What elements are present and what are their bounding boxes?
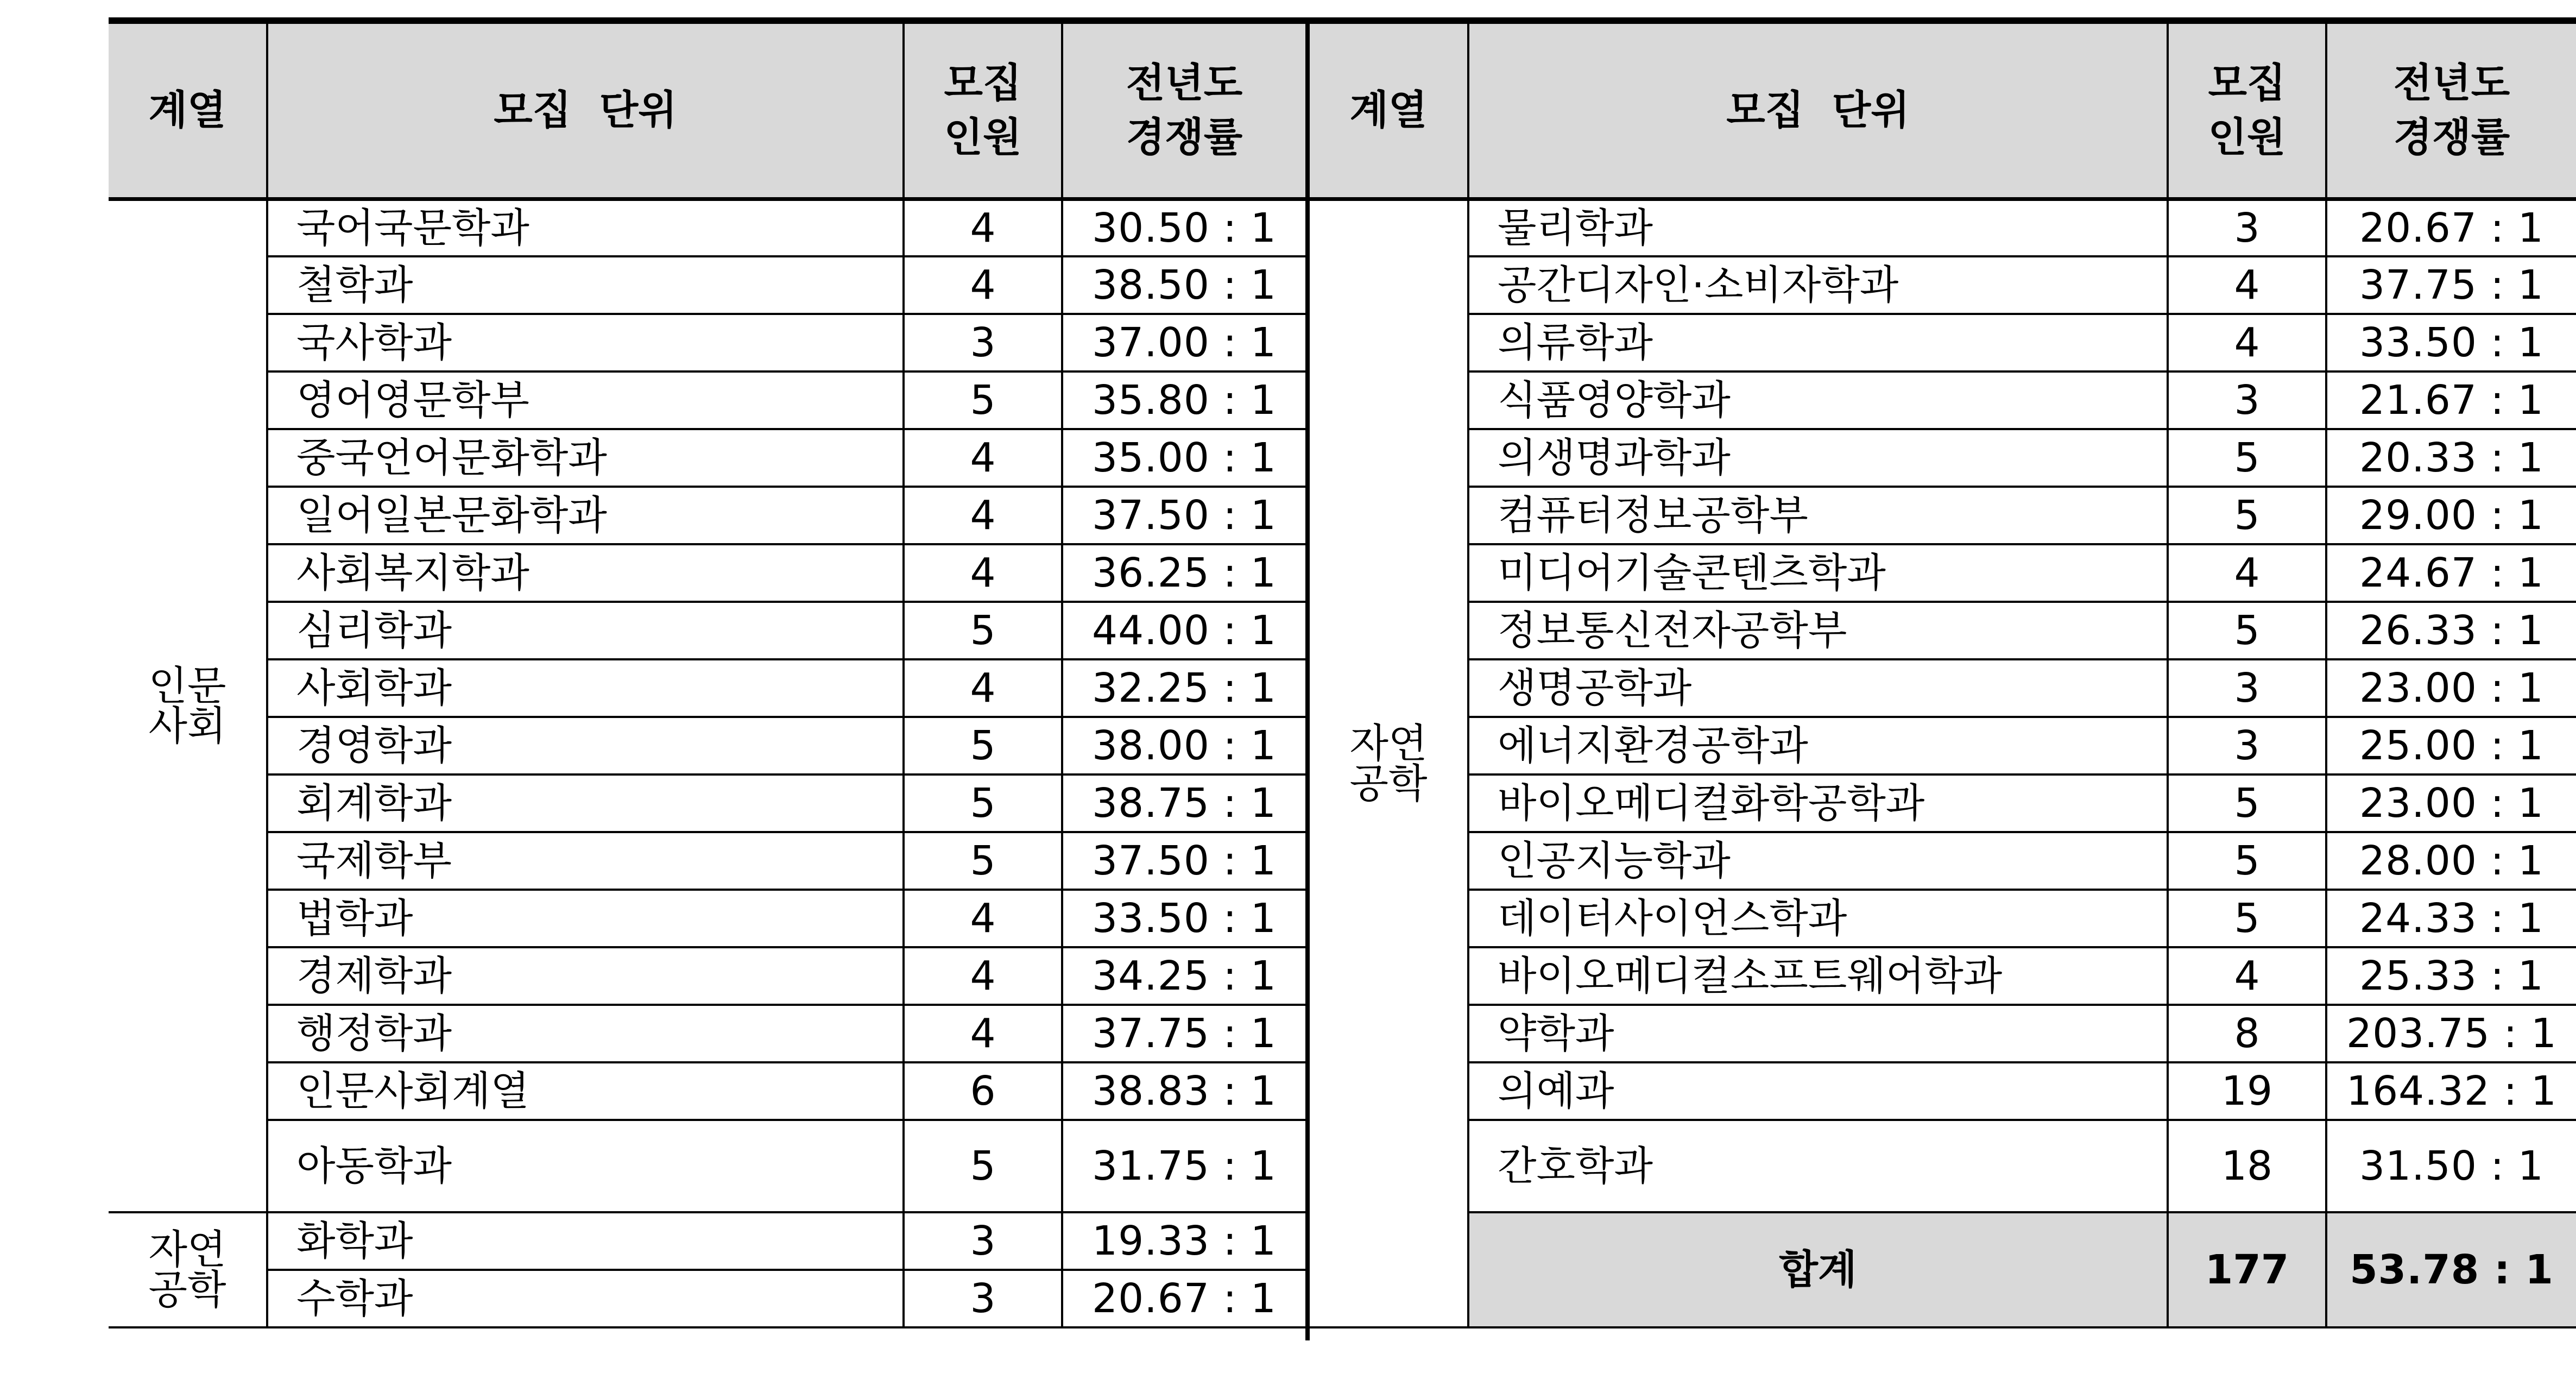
unit-cell: 데이터사이언스학과 xyxy=(1468,890,2168,947)
unit-cell: 국어국문학과 xyxy=(267,199,904,256)
left-admission-table xyxy=(109,17,1305,1328)
table-row xyxy=(109,1120,1305,1212)
unit-cell: 영어영문학부 xyxy=(267,371,904,429)
rate-cell: 203.75 : 1 xyxy=(2326,1005,2576,1062)
quota-cell: 5 xyxy=(2168,890,2326,947)
unit-cell: 식품영양학과 xyxy=(1468,371,2168,429)
quota-cell: 5 xyxy=(904,602,1062,659)
rate-cell: 24.67 : 1 xyxy=(2326,544,2576,602)
unit-cell: 행정학과 xyxy=(267,1005,904,1062)
unit-cell: 철학과 xyxy=(267,256,904,314)
group-cell-science: 자연 공학 xyxy=(1310,199,1468,1327)
unit-cell: 간호학과 xyxy=(1468,1120,2168,1212)
rate-cell: 21.67 : 1 xyxy=(2326,371,2576,429)
rate-cell: 23.00 : 1 xyxy=(2326,774,2576,832)
header-unit: 모집 단위 xyxy=(267,21,904,199)
quota-cell: 3 xyxy=(2168,199,2326,256)
table-row xyxy=(1310,947,2576,1005)
unit-cell: 경영학과 xyxy=(267,717,904,774)
quota-cell: 5 xyxy=(904,774,1062,832)
table-row xyxy=(1310,544,2576,602)
quota-cell: 3 xyxy=(2168,717,2326,774)
rate-cell: 36.25 : 1 xyxy=(1062,544,1305,602)
quota-cell: 5 xyxy=(2168,487,2326,544)
unit-cell: 국제학부 xyxy=(267,832,904,890)
quota-cell: 19 xyxy=(2168,1062,2326,1120)
table-row xyxy=(109,1270,1305,1327)
quota-cell: 4 xyxy=(904,659,1062,717)
unit-cell: 컴퓨터정보공학부 xyxy=(1468,487,2168,544)
rate-cell: 33.50 : 1 xyxy=(1062,890,1305,947)
quota-cell: 5 xyxy=(904,717,1062,774)
table-row xyxy=(1310,1005,2576,1062)
table-row xyxy=(109,602,1305,659)
unit-cell: 경제학과 xyxy=(267,947,904,1005)
table-row xyxy=(1310,774,2576,832)
table-row xyxy=(109,429,1305,487)
rate-cell: 35.00 : 1 xyxy=(1062,429,1305,487)
quota-cell: 5 xyxy=(904,371,1062,429)
quota-cell: 3 xyxy=(2168,371,2326,429)
quota-cell: 8 xyxy=(2168,1005,2326,1062)
quota-cell: 4 xyxy=(904,256,1062,314)
quota-cell: 5 xyxy=(904,1120,1062,1212)
rate-cell: 32.25 : 1 xyxy=(1062,659,1305,717)
rate-cell: 26.33 : 1 xyxy=(2326,602,2576,659)
rate-cell: 31.50 : 1 xyxy=(2326,1120,2576,1212)
unit-cell: 수학과 xyxy=(267,1270,904,1327)
table-row xyxy=(1310,314,2576,371)
quota-cell: 4 xyxy=(904,199,1062,256)
table-row xyxy=(1310,371,2576,429)
rate-cell: 31.75 : 1 xyxy=(1062,1120,1305,1212)
unit-cell: 사회학과 xyxy=(267,659,904,717)
rate-cell: 38.00 : 1 xyxy=(1062,717,1305,774)
rate-cell: 164.32 : 1 xyxy=(2326,1062,2576,1120)
table-row xyxy=(1310,890,2576,947)
table-row xyxy=(1310,256,2576,314)
unit-cell: 아동학과 xyxy=(267,1120,904,1212)
right-admission-table xyxy=(1310,17,2576,1328)
unit-cell: 일어일본문화학과 xyxy=(267,487,904,544)
rate-cell: 29.00 : 1 xyxy=(2326,487,2576,544)
left-header-row xyxy=(109,21,1305,199)
total-row xyxy=(1310,1212,2576,1270)
rate-cell: 24.33 : 1 xyxy=(2326,890,2576,947)
quota-cell: 6 xyxy=(904,1062,1062,1120)
rate-cell: 37.00 : 1 xyxy=(1062,314,1305,371)
quota-cell: 5 xyxy=(2168,832,2326,890)
table-row xyxy=(109,1212,1305,1270)
header-quota: 모집 인원 xyxy=(2168,21,2326,199)
total-quota: 177 xyxy=(2168,1212,2326,1327)
rate-cell: 19.33 : 1 xyxy=(1062,1212,1305,1270)
table-row xyxy=(109,890,1305,947)
table-row xyxy=(109,487,1305,544)
unit-cell: 바이오메디컬소프트웨어학과 xyxy=(1468,947,2168,1005)
rate-cell: 23.00 : 1 xyxy=(2326,659,2576,717)
rate-cell: 38.83 : 1 xyxy=(1062,1062,1305,1120)
unit-cell: 국사학과 xyxy=(267,314,904,371)
quota-cell: 4 xyxy=(2168,947,2326,1005)
total-label: 합계 xyxy=(1468,1212,2168,1327)
quota-cell: 18 xyxy=(2168,1120,2326,1212)
rate-cell: 25.00 : 1 xyxy=(2326,717,2576,774)
quota-cell: 3 xyxy=(2168,659,2326,717)
quota-cell: 4 xyxy=(904,429,1062,487)
table-row xyxy=(109,371,1305,429)
unit-cell: 정보통신전자공학부 xyxy=(1468,602,2168,659)
quota-cell: 4 xyxy=(2168,314,2326,371)
quota-cell: 5 xyxy=(2168,774,2326,832)
rate-cell: 37.50 : 1 xyxy=(1062,832,1305,890)
unit-cell: 바이오메디컬화학공학과 xyxy=(1468,774,2168,832)
unit-cell: 사회복지학과 xyxy=(267,544,904,602)
quota-cell: 4 xyxy=(2168,256,2326,314)
unit-cell: 심리학과 xyxy=(267,602,904,659)
table-row xyxy=(109,717,1305,774)
table-row xyxy=(109,1062,1305,1120)
unit-cell: 공간디자인·소비자학과 xyxy=(1468,256,2168,314)
quota-cell: 5 xyxy=(2168,602,2326,659)
table-row xyxy=(109,659,1305,717)
rate-cell: 35.80 : 1 xyxy=(1062,371,1305,429)
unit-cell: 약학과 xyxy=(1468,1005,2168,1062)
rate-cell: 30.50 : 1 xyxy=(1062,199,1305,256)
table-divider xyxy=(1305,17,1310,1340)
rate-cell: 33.50 : 1 xyxy=(2326,314,2576,371)
rate-cell: 20.67 : 1 xyxy=(1062,1270,1305,1327)
group-cell-science: 자연 공학 xyxy=(109,1212,267,1327)
table-row xyxy=(1310,1062,2576,1120)
unit-cell: 회계학과 xyxy=(267,774,904,832)
header-group: 계열 xyxy=(109,21,267,199)
total-rate: 53.78 : 1 xyxy=(2326,1212,2576,1327)
table-row xyxy=(109,1005,1305,1062)
rate-cell: 28.00 : 1 xyxy=(2326,832,2576,890)
rate-cell: 44.00 : 1 xyxy=(1062,602,1305,659)
unit-cell: 의예과 xyxy=(1468,1062,2168,1120)
rate-cell: 37.75 : 1 xyxy=(1062,1005,1305,1062)
unit-cell: 법학과 xyxy=(267,890,904,947)
rate-cell: 38.50 : 1 xyxy=(1062,256,1305,314)
table-row xyxy=(109,947,1305,1005)
table-row xyxy=(109,544,1305,602)
unit-cell: 인공지능학과 xyxy=(1468,832,2168,890)
quota-cell: 4 xyxy=(904,890,1062,947)
unit-cell: 인문사회계열 xyxy=(267,1062,904,1120)
rate-cell: 38.75 : 1 xyxy=(1062,774,1305,832)
table-row xyxy=(109,314,1305,371)
unit-cell: 화학과 xyxy=(267,1212,904,1270)
right-header-row xyxy=(1310,21,2576,199)
quota-cell: 5 xyxy=(2168,429,2326,487)
rate-cell: 37.75 : 1 xyxy=(2326,256,2576,314)
header-rate: 전년도 경쟁률 xyxy=(1062,21,1305,199)
unit-cell: 의생명과학과 xyxy=(1468,429,2168,487)
quota-cell: 4 xyxy=(904,487,1062,544)
table-row xyxy=(1310,199,2576,256)
rate-cell: 25.33 : 1 xyxy=(2326,947,2576,1005)
quota-cell: 3 xyxy=(904,1212,1062,1270)
quota-cell: 5 xyxy=(904,832,1062,890)
rate-cell: 20.67 : 1 xyxy=(2326,199,2576,256)
group-cell-humanities: 인문 사회 xyxy=(109,199,267,1212)
header-unit: 모집 단위 xyxy=(1468,21,2168,199)
rate-cell: 37.50 : 1 xyxy=(1062,487,1305,544)
table-row xyxy=(1310,602,2576,659)
table-row xyxy=(109,256,1305,314)
rate-cell: 34.25 : 1 xyxy=(1062,947,1305,1005)
quota-cell: 3 xyxy=(904,314,1062,371)
header-quota: 모집 인원 xyxy=(904,21,1062,199)
rate-cell: 20.33 : 1 xyxy=(2326,429,2576,487)
quota-cell: 4 xyxy=(904,544,1062,602)
table-row xyxy=(1310,659,2576,717)
table-row xyxy=(1310,487,2576,544)
quota-cell: 3 xyxy=(904,1270,1062,1327)
table-row xyxy=(109,199,1305,256)
table-row xyxy=(109,774,1305,832)
unit-cell: 에너지환경공학과 xyxy=(1468,717,2168,774)
unit-cell: 의류학과 xyxy=(1468,314,2168,371)
unit-cell: 생명공학과 xyxy=(1468,659,2168,717)
quota-cell: 4 xyxy=(904,947,1062,1005)
quota-cell: 4 xyxy=(904,1005,1062,1062)
unit-cell: 미디어기술콘텐츠학과 xyxy=(1468,544,2168,602)
table-row xyxy=(1310,1120,2576,1212)
header-rate: 전년도 경쟁률 xyxy=(2326,21,2576,199)
table-row xyxy=(1310,832,2576,890)
quota-cell: 4 xyxy=(2168,544,2326,602)
table-row xyxy=(109,832,1305,890)
header-group: 계열 xyxy=(1310,21,1468,199)
unit-cell: 물리학과 xyxy=(1468,199,2168,256)
table-row xyxy=(1310,717,2576,774)
unit-cell: 중국언어문화학과 xyxy=(267,429,904,487)
table-row xyxy=(1310,429,2576,487)
